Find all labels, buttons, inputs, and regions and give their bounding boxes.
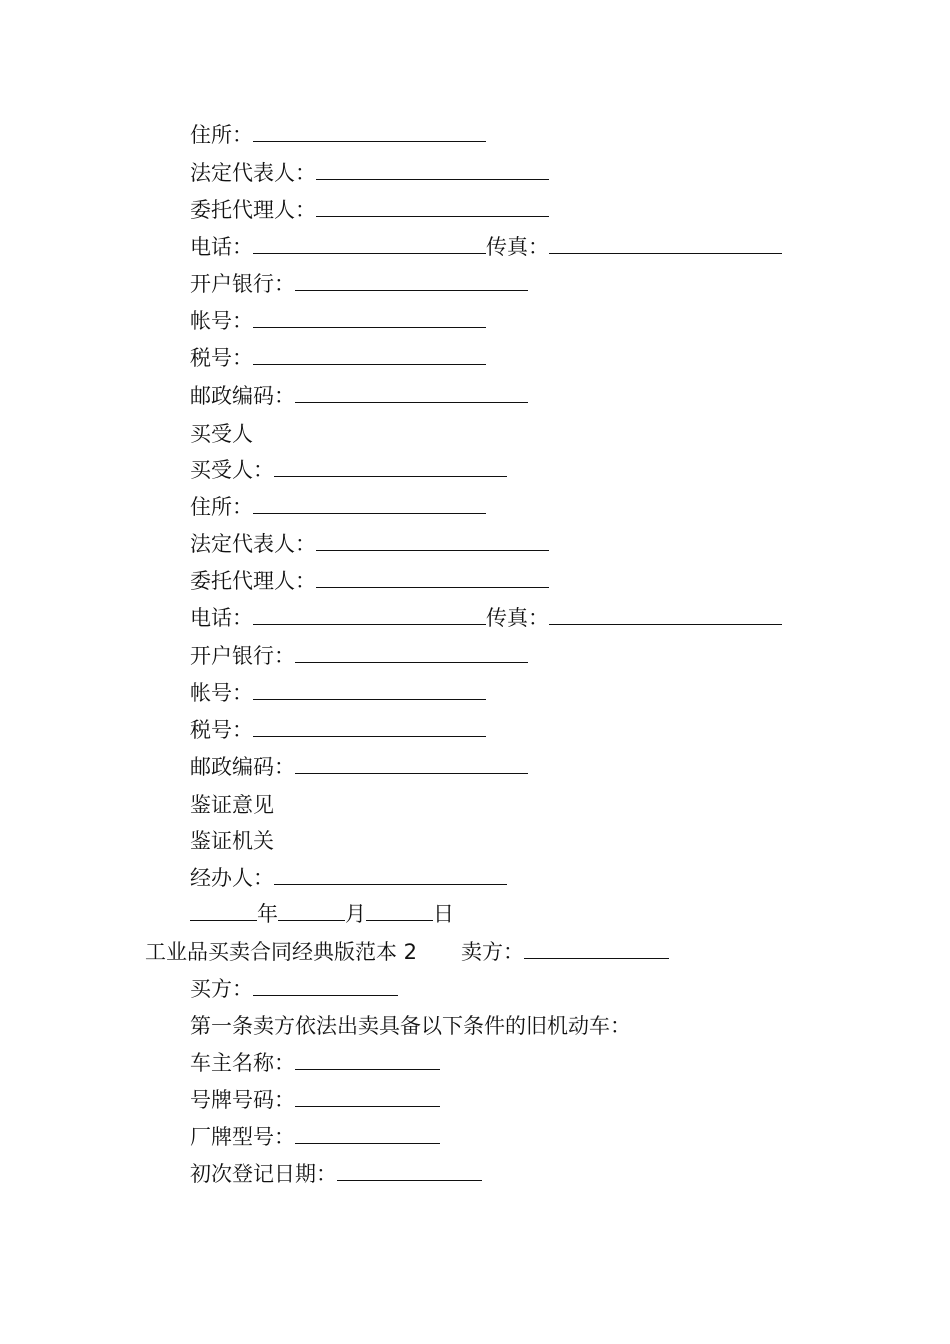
contract2-title: 工业品买卖合同经典版范本 2 <box>145 940 418 964</box>
buyer-tax-line <box>190 715 486 745</box>
seller-phone-label: 电话： <box>190 235 253 259</box>
buyer-address-label: 住所： <box>190 495 253 519</box>
day-label: 日 <box>433 902 454 926</box>
buyer-postcode-line <box>190 752 528 782</box>
buyer-heading: 买受人 <box>190 422 253 446</box>
contract2-buyer-line <box>190 974 398 1004</box>
year-label: 年 <box>257 902 278 926</box>
buyer-bank-label: 开户银行： <box>190 644 295 668</box>
seller-address-line <box>190 120 486 150</box>
seller-phone-fax-line <box>190 232 782 262</box>
owner-line <box>190 1048 440 1078</box>
month-label: 月 <box>345 902 366 926</box>
first-reg-date-label: 初次登记日期： <box>190 1162 337 1186</box>
buyer-name-line <box>190 455 507 485</box>
buyer-tax-blank[interactable] <box>253 715 486 737</box>
seller-tax-blank[interactable] <box>253 343 486 365</box>
buyer-legal-rep-line <box>190 529 549 559</box>
buyer-agent-label: 委托代理人： <box>190 569 316 593</box>
day-blank[interactable] <box>366 899 433 921</box>
handler-label: 经办人： <box>190 866 274 890</box>
seller-bank-label: 开户银行： <box>190 272 295 296</box>
buyer-account-line <box>190 678 486 708</box>
buyer-agent-blank[interactable] <box>316 566 549 588</box>
contract2-article1: 第一条卖方依法出卖具备以下条件的旧机动车： <box>190 1014 631 1038</box>
seller-agent-label: 委托代理人： <box>190 198 316 222</box>
contract2-seller-blank[interactable] <box>524 937 669 959</box>
seller-phone-blank[interactable] <box>253 232 486 254</box>
buyer-fax-blank[interactable] <box>549 603 782 625</box>
seller-bank-blank[interactable] <box>295 269 528 291</box>
contract2-seller-label: 卖方： <box>461 940 525 964</box>
plate-blank[interactable] <box>295 1085 440 1107</box>
buyer-phone-fax-line <box>190 603 782 633</box>
first-reg-date-line <box>190 1159 482 1189</box>
handler-blank[interactable] <box>274 863 507 885</box>
seller-legal-rep-blank[interactable] <box>316 158 549 180</box>
month-blank[interactable] <box>278 899 345 921</box>
date-line <box>190 899 454 929</box>
seller-agent-blank[interactable] <box>316 195 549 217</box>
verification-authority: 鉴证机关 <box>190 829 274 853</box>
buyer-bank-line <box>190 641 528 671</box>
buyer-postcode-label: 邮政编码： <box>190 755 295 779</box>
buyer-legal-rep-blank[interactable] <box>316 529 549 551</box>
seller-agent-line <box>190 195 549 225</box>
seller-postcode-line <box>190 381 528 411</box>
buyer-fax-label: 传真： <box>486 606 549 630</box>
seller-fax-blank[interactable] <box>549 232 782 254</box>
buyer-account-label: 帐号： <box>190 681 253 705</box>
buyer-name-blank[interactable] <box>274 455 507 477</box>
seller-address-blank[interactable] <box>253 120 486 142</box>
buyer-address-line <box>190 492 486 522</box>
owner-label: 车主名称： <box>190 1051 295 1075</box>
buyer-legal-rep-label: 法定代表人： <box>190 532 316 556</box>
contract2-buyer-blank[interactable] <box>253 974 398 996</box>
seller-legal-rep-label: 法定代表人： <box>190 161 316 185</box>
plate-line <box>190 1085 440 1115</box>
contract2-title-line <box>145 937 669 967</box>
verification-opinion: 鉴证意见 <box>190 793 274 817</box>
buyer-name-label: 买受人： <box>190 458 274 482</box>
seller-account-blank[interactable] <box>253 306 486 328</box>
buyer-address-blank[interactable] <box>253 492 486 514</box>
seller-fax-label: 传真： <box>486 235 549 259</box>
buyer-agent-line <box>190 566 549 596</box>
year-blank[interactable] <box>190 899 257 921</box>
buyer-phone-label: 电话： <box>190 606 253 630</box>
owner-blank[interactable] <box>295 1048 440 1070</box>
buyer-account-blank[interactable] <box>253 678 486 700</box>
buyer-phone-blank[interactable] <box>253 603 486 625</box>
first-reg-date-blank[interactable] <box>337 1159 482 1181</box>
seller-tax-label: 税号： <box>190 346 253 370</box>
brand-model-label: 厂牌型号： <box>190 1125 295 1149</box>
plate-label: 号牌号码： <box>190 1088 295 1112</box>
contract2-buyer-label: 买方： <box>190 977 253 1001</box>
brand-model-blank[interactable] <box>295 1122 440 1144</box>
seller-bank-line <box>190 269 528 299</box>
handler-line <box>190 863 507 893</box>
seller-postcode-blank[interactable] <box>295 381 528 403</box>
seller-address-label: 住所： <box>190 123 253 147</box>
buyer-tax-label: 税号： <box>190 718 253 742</box>
brand-model-line <box>190 1122 440 1152</box>
seller-tax-line <box>190 343 486 373</box>
seller-legal-rep-line <box>190 158 549 188</box>
seller-account-line <box>190 306 486 336</box>
buyer-bank-blank[interactable] <box>295 641 528 663</box>
seller-account-label: 帐号： <box>190 309 253 333</box>
seller-postcode-label: 邮政编码： <box>190 384 295 408</box>
buyer-postcode-blank[interactable] <box>295 752 528 774</box>
